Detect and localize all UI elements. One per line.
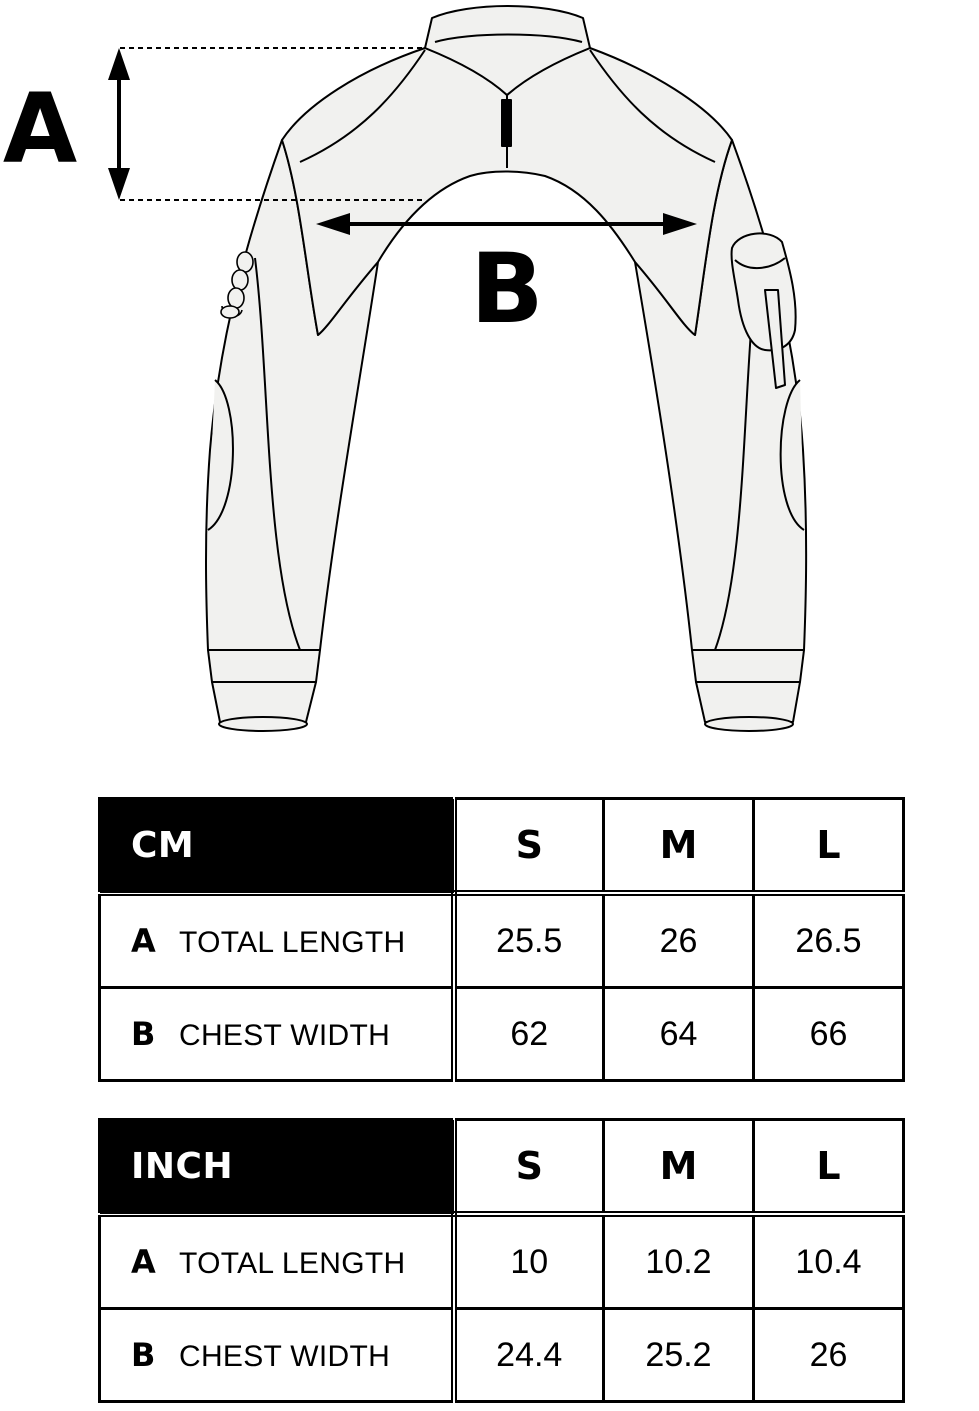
row-letter: A <box>131 922 156 960</box>
value-cell: 25.5 <box>454 893 604 988</box>
dim-a-arrow-down-icon <box>108 168 130 200</box>
right-cuff-opening <box>705 717 793 731</box>
row-label: CHEST WIDTH <box>179 1340 391 1373</box>
value-cell: 64 <box>604 988 754 1081</box>
row-letter: B <box>131 1015 156 1053</box>
row-letter: B <box>131 1336 156 1374</box>
value-cell: 62 <box>454 988 604 1081</box>
right-cuff <box>696 682 800 722</box>
size-header-s: S <box>454 799 604 894</box>
size-table-inch <box>98 1118 905 1403</box>
table-header-row <box>100 1120 904 1215</box>
table-row <box>100 893 904 988</box>
row-label: TOTAL LENGTH <box>179 926 406 959</box>
row-label-cell <box>100 893 454 988</box>
row-label: CHEST WIDTH <box>179 1019 391 1052</box>
value-cell: 10.4 <box>754 1214 904 1309</box>
table-row <box>100 1309 904 1402</box>
zipper-pull-icon <box>502 100 511 146</box>
unit-header: CM <box>100 799 454 894</box>
size-header-s: S <box>454 1120 604 1215</box>
dim-a-arrow-up-icon <box>108 48 130 80</box>
value-cell: 26.5 <box>754 893 904 988</box>
size-table-cm <box>98 797 905 1082</box>
row-label: TOTAL LENGTH <box>179 1247 406 1280</box>
value-cell: 25.2 <box>604 1309 754 1402</box>
left-cuff-band <box>208 650 320 682</box>
size-header-l: L <box>754 1120 904 1215</box>
right-cuff-band <box>692 650 804 682</box>
row-label-cell <box>100 1309 454 1402</box>
value-cell: 10 <box>454 1214 604 1309</box>
value-cell: 26 <box>754 1309 904 1402</box>
unit-header: INCH <box>100 1120 454 1215</box>
size-header-m: M <box>604 799 754 894</box>
row-label-cell <box>100 1214 454 1309</box>
dim-a-label: A <box>2 73 78 185</box>
row-label-cell <box>100 988 454 1081</box>
table-header-row <box>100 799 904 894</box>
row-letter: A <box>131 1243 156 1281</box>
table-row <box>100 988 904 1081</box>
value-cell: 24.4 <box>454 1309 604 1402</box>
table-row <box>100 1214 904 1309</box>
size-header-l: L <box>754 799 904 894</box>
left-cuff-opening <box>219 717 307 731</box>
left-cuff <box>212 682 316 722</box>
value-cell: 10.2 <box>604 1214 754 1309</box>
size-header-m: M <box>604 1120 754 1215</box>
value-cell: 66 <box>754 988 904 1081</box>
value-cell: 26 <box>604 893 754 988</box>
dim-b-label: B <box>470 233 544 345</box>
